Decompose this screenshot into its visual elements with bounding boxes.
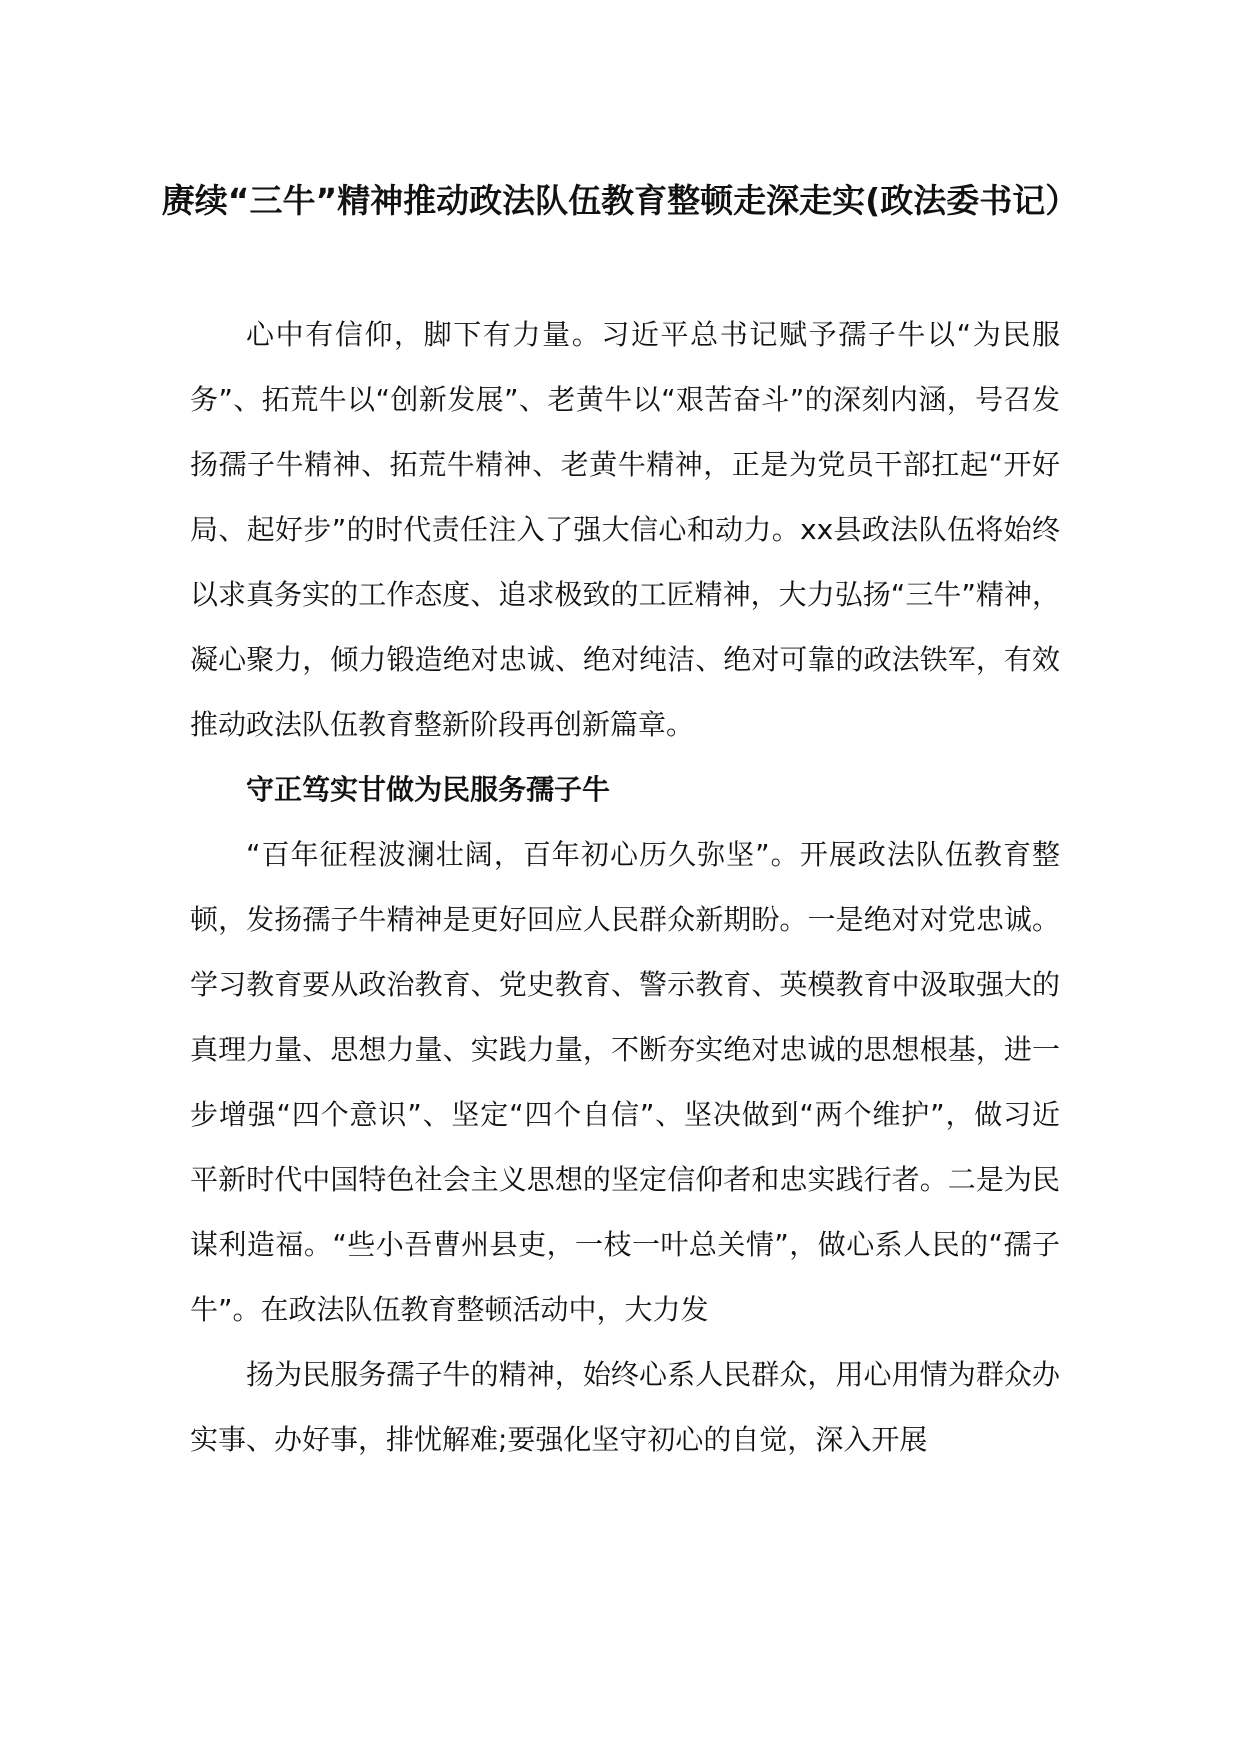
document-body	[190, 302, 1060, 1472]
paragraph-continuation: 扬为民服务孺子牛的精神，始终心系人民群众，用心用情为群众办实事、办好事，排忧解难;要强化坚守初心的自觉，深入开展	[190, 1358, 1060, 1456]
section-heading: 守正笃实甘做为民服务孺子牛	[246, 773, 611, 806]
paragraph-section-1: “百年征程波澜壮阔，百年初心历久弥坚”。开展政法队伍教育整顿，发扬孺子牛精神是更好回应人民群众新期盼。一是绝对对党忠诚。学习教育要从政治教育、党史教育、警示教育、英模教育中汲取强大的真理力量、思想力量、实践力量，不断夯实绝对忠诚的思想根基，进一步增强“四个意识”、坚定“四个自信”、坚决做到“两个维护”，做习近平新时代中国特色社会主义思想的坚定信仰者和忠实践行者。二是为民谋利造福。“些小吾曹州县吏，一枝一叶总关情”，做心系人民的“孺子牛”。在政法队伍教育整顿活动中，大力发	[190, 838, 1060, 1326]
paragraph-intro: 心中有信仰，脚下有力量。习近平总书记赋予孺子牛以“为民服务”、拓荒牛以“创新发展”、老黄牛以“艰苦奋斗”的深刻内涵，号召发扬孺子牛精神、拓荒牛精神、老黄牛精神，正是为党员干部扛起“开好局、起好步”的时代责任注入了强大信心和动力。xx县政法队伍将始终以求真务实的工作态度、追求极致的工匠精神，大力弘扬“三牛”精神，凝心聚力，倾力锻造绝对忠诚、绝对纯洁、绝对可靠的政法铁军，有效推动政法队伍教育整新阶段再创新篇章。	[190, 318, 1060, 741]
document-title: 赓续“三牛”精神推动政法队伍教育整顿走深走实(政法委书记）	[161, 181, 1079, 220]
